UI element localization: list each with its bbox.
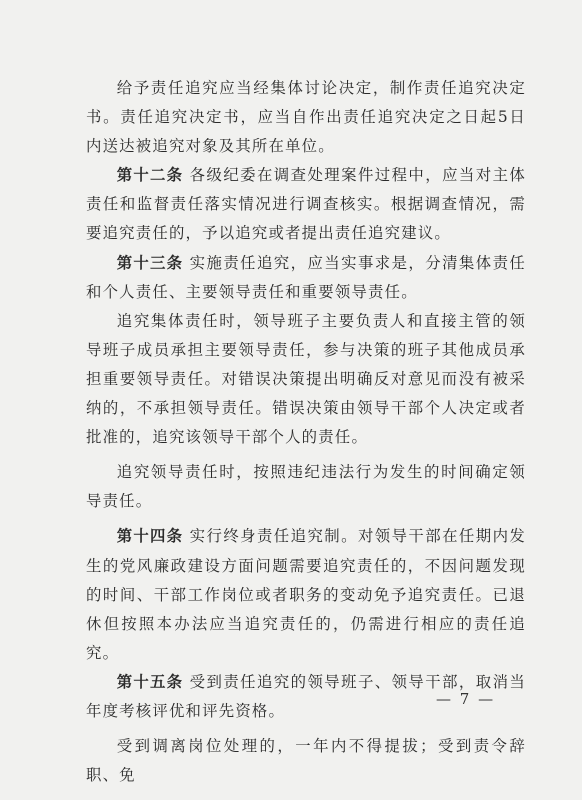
paragraph-transfer-penalty: [86, 732, 526, 790]
paragraph-text: 各级纪委在调查处理案件过程中，应当对主体责任和监督责任落实情况进行调查核实。根据调查情况，需要追究责任的，予以追究或者提出责任追究建议。: [86, 166, 526, 243]
paragraph-text: 追究集体责任时，领导班子主要负责人和直接主管的领导班子成员承担主要领导责任，参与决策的班子其他成员承担重要领导责任。对错误决策提出明确反对意见而没有被采纳的，不承担领导责任。错误决策由领导干部个人决定或者批准的，追究该领导干部个人的责任。: [86, 311, 526, 447]
paragraph-text: 受到责任追究的领导班子、领导干部，取消当年度考核评优和评先资格。: [86, 672, 526, 720]
paragraph-text: 实行终身责任追究制。对领导干部在任期内发生的党风廉政建设方面问题需要追究责任的，不因问题发现的时间、干部工作岗位或者职务的变动免予追究责任。已退休但按照本办法应当追究责任的，仍需进行相应的责任追究。: [86, 527, 526, 662]
paragraph-collective-responsibility: [86, 307, 526, 452]
paragraph-continuation: [86, 74, 526, 161]
paragraph-text: 追究领导责任时，按照违纪违法行为发生的时间确定领导责任。: [86, 463, 526, 511]
article-label: 第十二条: [116, 166, 184, 185]
paragraph-text: 实施责任追究，应当实事求是，分清集体责任和个人责任、主要领导责任和重要领导责任。: [86, 253, 526, 301]
document-body: [86, 74, 526, 790]
article-14: [86, 522, 526, 667]
paragraph-leadership-responsibility: [86, 458, 526, 516]
article-13: [86, 249, 526, 307]
article-label: 第十四条: [116, 527, 184, 546]
article-12: [86, 161, 526, 248]
page-number: — 7 —: [436, 690, 496, 708]
article-label: 第十五条: [116, 672, 184, 691]
article-label: 第十三条: [116, 253, 184, 272]
paragraph-text: 受到调离岗位处理的，一年内不得提拔；受到责令辞职、免: [86, 737, 526, 785]
paragraph-text: 给予责任追究应当经集体讨论决定，制作责任追究决定书。责任追究决定书，应当自作出责任追究决定之日起5日内送达被追究对象及其所在单位。: [86, 79, 526, 156]
